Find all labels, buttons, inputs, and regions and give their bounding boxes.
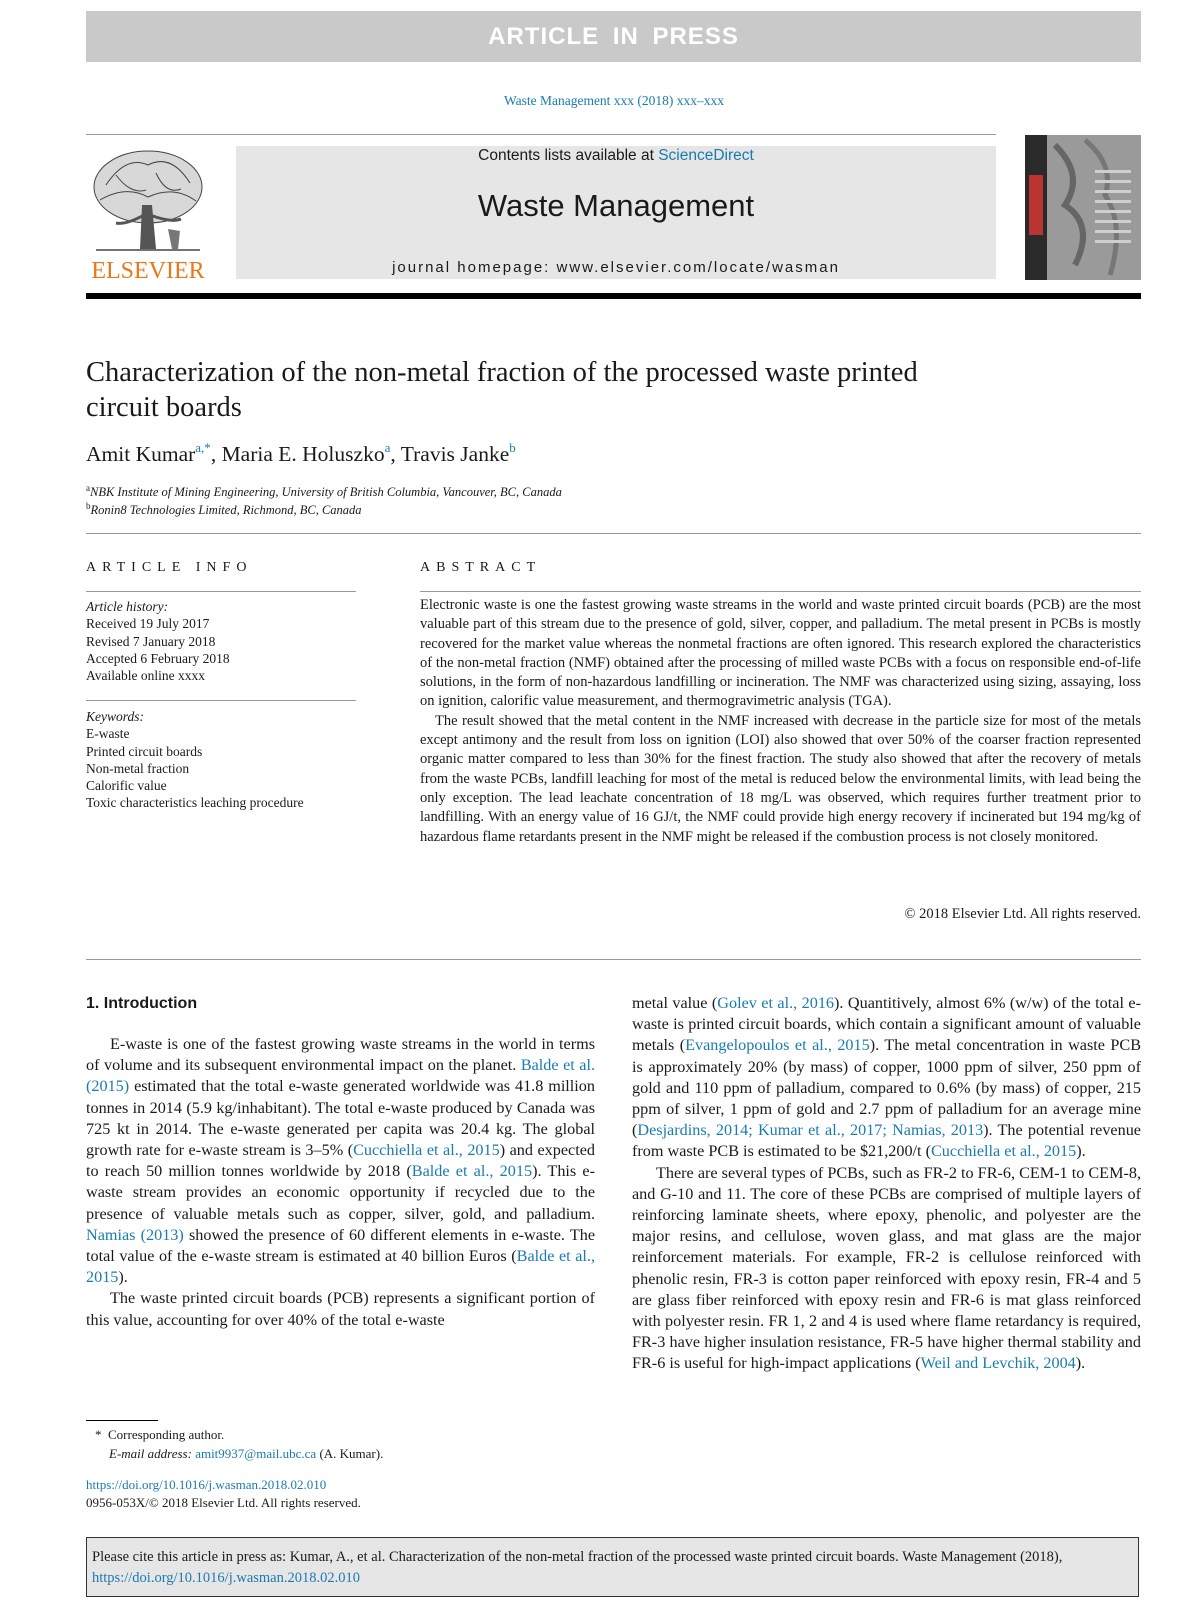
- body-text: ).: [1075, 1354, 1086, 1373]
- history-online: Available online xxxx: [86, 668, 205, 684]
- author-affiliation-mark[interactable]: b: [509, 440, 516, 455]
- author-affiliation-mark[interactable]: a: [384, 440, 391, 455]
- affiliation-text: Ronin8 Technologies Limited, Richmond, BC, Canada: [90, 503, 362, 517]
- email-label: E-mail address:: [109, 1446, 196, 1461]
- affiliation-rule: [86, 533, 1141, 534]
- corresponding-author-note: [95, 1425, 383, 1444]
- cite-text: Please cite this article in press as: Kumar, A., et al. Characterization of the non-metal fraction of the processed waste printed circuit boards. Waste Management (2018),: [92, 1549, 1063, 1565]
- affiliation-mark: b: [86, 501, 91, 511]
- affiliation-mark: a: [86, 483, 90, 493]
- citation-link[interactable]: Desjardins, 2014; Kumar et al., 2017; Namias, 2013: [637, 1121, 984, 1140]
- body-paragraph: [632, 993, 1141, 1163]
- citation-link[interactable]: Golev et al., 2016: [717, 994, 835, 1012]
- author-affiliation-mark[interactable]: a,*: [195, 440, 211, 455]
- keyword: Printed circuit boards: [86, 743, 203, 759]
- body-text: ). This e-waste stream provides an economic opportunity if recycled due to the presence of valuable metals such as copper, silver, gold, and palladium.: [86, 1162, 596, 1223]
- contents-line: [236, 147, 996, 165]
- body-text: ).: [118, 1268, 128, 1287]
- body-paragraph: [632, 1163, 1141, 1375]
- body-text: estimated that the total e-waste generated worldwide was 41.8 million tonnes in 2014 (5.9 kg/inhabitant). The total e-waste produced by Canada was 725 kt in 2014. The e-waste generated per capita was 20.4 kg. The global growth rate for e-waste stream is 3–5% (: [86, 1077, 595, 1160]
- body-text: ). Quantitively, almost 6% (w/w) of the total e-waste is printed circuit boards, which contain a significant amount of valuable metals (: [632, 994, 1141, 1055]
- citation-link[interactable]: Balde et al., 2015: [86, 1247, 595, 1287]
- footnote-text: Corresponding author.: [108, 1427, 225, 1442]
- citation-link[interactable]: Balde et al., 2015: [411, 1162, 533, 1181]
- article-info-rule: [86, 591, 356, 592]
- doi-link[interactable]: https://doi.org/10.1016/j.wasman.2018.02.010: [86, 1477, 327, 1492]
- abstract-paragraph: The result showed that the metal content in the NMF increased with decrease in the particle size for most of the metals except antimony and the result from loss on ignition (LOI) also showed that over 50% of the coarser fraction represented organic matter compared to less than 30% for the finest fraction. The study also showed that after the recovery of metals from the waste PCBs, landfill leaching for most of the metal is reduced below the environmental limits, with lead being the only exception. The lead leachate concentration of 18 mg/L was observed, which requires further treatment prior to landfilling. With an energy value of 16 GJ/t, the NMF could provide high energy recovery if incinerated but 194 mg/kg of hazardous flame retardants present in the NMF might be released if the combustion process is not closely monitored.: [420, 712, 1141, 845]
- author-list: Amit Kumar$^{a,*}$, Maria E. Holuszko$^a$, Travis Janke$^b$: [86, 440, 516, 466]
- footnote: [95, 1425, 383, 1463]
- body-text: E-waste is one of the fastest growing waste streams in the world in terms of volume and its subsequent environmental impact on the planet.: [86, 1035, 595, 1075]
- cite-this-article-box: [86, 1537, 1139, 1597]
- history-label: Article history:: [86, 599, 169, 614]
- affiliation-text: NBK Institute of Mining Engineering, University of British Columbia, Vancouver, BC, Canada: [90, 485, 562, 499]
- footnote-rule: [86, 1420, 158, 1421]
- body-text: showed the presence of 60 different elements in e-waste. The total value of the e-waste stream is estimated at 40 billion Euros (: [86, 1225, 596, 1266]
- citation-link[interactable]: Evangelopoulos et al., 2015: [685, 1036, 870, 1055]
- section-rule: [86, 959, 1141, 960]
- elsevier-wordmark: ELSEVIER: [91, 258, 205, 283]
- issn-copyright: 0956-053X/© 2018 Elsevier Ltd. All rights reserved.: [86, 1495, 361, 1510]
- affiliation: [86, 483, 986, 500]
- keywords-label: Keywords:: [86, 709, 144, 724]
- abstract-rule: [420, 591, 1141, 592]
- cite-doi-link[interactable]: https://doi.org/10.1016/j.wasman.2018.02.010: [92, 1570, 360, 1586]
- article-info-heading: ARTICLE INFO: [86, 560, 253, 575]
- elsevier-tree-icon: [86, 145, 210, 283]
- body-paragraph: [86, 1034, 595, 1288]
- journal-name: Waste Management: [477, 188, 755, 223]
- header-thick-rule: [86, 293, 1141, 299]
- keyword: E-waste: [86, 726, 130, 742]
- footnote-mark: *: [95, 1427, 102, 1442]
- email-suffix: (A. Kumar).: [316, 1446, 384, 1461]
- abstract-body: [420, 596, 1141, 847]
- body-text: ) and expected to reach 50 million tonnes worldwide by 2018 (: [86, 1141, 596, 1181]
- email-note: [95, 1444, 383, 1463]
- keyword: Non-metal fraction: [86, 760, 190, 776]
- author-name[interactable]: Maria E. Holuszko: [221, 442, 385, 466]
- article-title: Characterization of the non-metal fraction of the processed waste printed circuit boards: [86, 357, 918, 423]
- abstract-heading: ABSTRACT: [420, 560, 542, 575]
- history-received: Received 19 July 2017: [86, 616, 210, 632]
- body-paragraph: The waste printed circuit boards (PCB) represents a significant portion of this value, accounting for over 40% of the total e-waste: [86, 1289, 595, 1329]
- article-in-press-banner: ARTICLE IN PRESS: [86, 11, 1141, 62]
- keywords: [86, 708, 356, 812]
- body-text: There are several types of PCBs, such as FR-2 to FR-6, CEM-1 to CEM-8, and G-10 and 11. The core of these PCBs are comprised of multiple layers of reinforcing laminate sheets, where epoxy, phenolic, and polyester are the major resins, and cellulose, woven glass, and mat glass are the major reinforcement materials. For example, FR-2 is cellulose reinforced with phenolic resin, FR-3 is cotton paper reinforced with epoxy resin, FR-4 and 5 are glass fiber reinforced with epoxy resin and FR-6 is mat glass reinforced with polyester resin. FR 1, 2 and 4 is used where flame retardancy is required, FR-3 have higher insulation resistance, FR-5 have higher thermal stability and FR-6 is useful for high-impact applications (: [632, 1163, 1141, 1373]
- citation-link[interactable]: Cucchiella et al., 2015: [931, 1142, 1077, 1161]
- keyword: Toxic characteristics leaching procedure: [86, 795, 304, 811]
- body-text: ). The potential revenue from waste PCB is estimated to be $21,200/t (: [632, 1121, 1141, 1161]
- sciencedirect-link[interactable]: ScienceDirect: [658, 147, 754, 164]
- history-accepted: Accepted 6 February 2018: [86, 650, 230, 666]
- section-heading-introduction: 1. Introduction: [86, 995, 198, 1012]
- text-column-right: [632, 993, 1141, 1375]
- affiliation: [86, 501, 986, 518]
- citation-link[interactable]: Namias (2013): [86, 1225, 184, 1244]
- keywords-rule: [86, 700, 356, 701]
- journal-reference-link[interactable]: Waste Management xxx (2018) xxx–xxx: [503, 93, 725, 108]
- journal-cover-image: [1025, 135, 1141, 280]
- body-text: ). The metal concentration in waste PCB is approximately 20% (by mass) of copper, 1000 ppm of silver, 250 ppm of gold and 110 ppm of palladium, compared to 0.6% (by mass) of copper, 215 ppm of silver, 1 ppm of gold and 2.7 ppm of palladium for an average mine (: [632, 1036, 1141, 1140]
- article-history: [86, 598, 356, 684]
- keyword: Calorific value: [86, 778, 167, 794]
- text-column-left: [86, 1034, 595, 1331]
- author-name[interactable]: Amit Kumar: [86, 442, 196, 466]
- abstract-paragraph: Electronic waste is one the fastest growing waste streams in the world and waste printed circuit boards (PCB) are the most valuable part of this stream due to the presence of gold, silver, copper, and palladium. The metal present in PCBs is mostly recovered for the market value whereas the nonmetal fractions are often ignored. This research explored the characteristics of the non-metal fraction (NMF) obtained after the processing of milled waste PCBs with a focus on responsible end-of-life solutions, in the form of non-hazardous landfilling or incineration. The NMF was characterized using sizing, assaying, loss on ignition, calorific value measurement, and thermogravimetric analysis (TGA).: [420, 597, 1141, 710]
- body-text: ).: [1076, 1142, 1086, 1161]
- journal-homepage[interactable]: journal homepage: www.elsevier.com/locate/wasman: [392, 259, 840, 276]
- abstract-copyright: © 2018 Elsevier Ltd. All rights reserved.: [904, 906, 1141, 922]
- citation-link[interactable]: Cucchiella et al., 2015: [353, 1141, 500, 1160]
- body-text: metal value (: [632, 994, 718, 1012]
- header-top-rule: [86, 134, 996, 135]
- elsevier-logo: [86, 145, 210, 283]
- author-name[interactable]: Travis Janke: [400, 442, 510, 466]
- doi-block: [86, 1476, 361, 1512]
- email-link[interactable]: amit9937@mail.ubc.ca: [195, 1446, 317, 1461]
- citation-link[interactable]: Weil and Levchik, 2004: [920, 1354, 1076, 1373]
- contents-prefix: Contents lists available at: [478, 147, 659, 164]
- history-revised: Revised 7 January 2018: [86, 633, 216, 649]
- cite-text-container: [92, 1547, 1132, 1589]
- citation-link[interactable]: Balde et al. (2015): [86, 1056, 596, 1096]
